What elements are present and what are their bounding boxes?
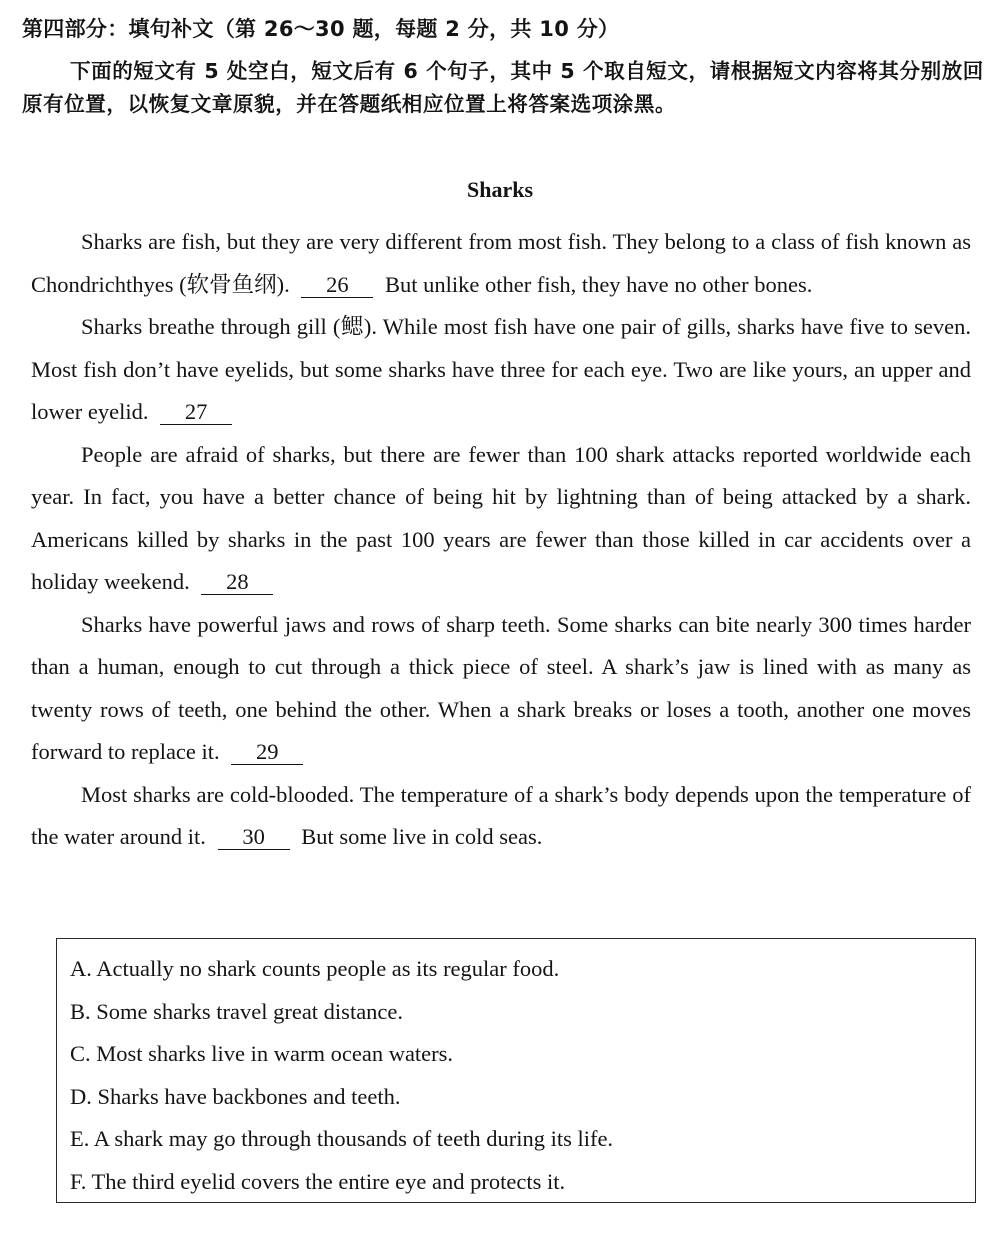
paragraph-text: But some live in cold seas.: [301, 824, 543, 849]
passage-title: Sharks: [466, 177, 534, 202]
option-d: D. Sharks have backbones and teeth.: [70, 1083, 401, 1109]
option-b: B. Some sharks travel great distance.: [70, 998, 404, 1024]
paragraph-text: Most sharks are cold-blooded. The temperature of a shark’s body depends upon the temperature of the water around it.: [31, 781, 971, 849]
section-header: 第四部分：填句补文（第 26～30 题，每题 2 分，共 10 分）: [22, 17, 620, 41]
blank-29: 29: [231, 740, 303, 765]
option-a: A. Actually no shark counts people as its regular food.: [70, 956, 560, 981]
blank-30: 30: [218, 825, 290, 850]
paragraph-text: Sharks have powerful jaws and rows of sharp teeth. Some sharks can bite nearly 300 times harder than a human, enough to cut through a thick piece of steel. A shark’s jaw is lined with as many as twenty rows of teeth, one behind the other. When a shark breaks or loses a tooth, another one moves forward to replace it.: [31, 611, 971, 764]
paragraph-text: But unlike other fish, they have no other bones.: [384, 271, 813, 297]
paragraph-1: [31, 221, 971, 306]
paragraph-text: Sharks breathe through gill (鳃). While most fish have one pair of gills, sharks have five to seven. Most fish don’t have eyelids, but some sharks have three for each eye. Two are like yours, an upper and lower eyelid.: [31, 314, 971, 424]
instructions: 下面的短文有 5 处空白，短文后有 6 个句子，其中 5 个取自短文，请根据短文内容将其分别放回原有位置，以恢复文章原貌，并在答题纸相应位置上将答案选项涂黑。: [22, 59, 984, 116]
options-box: [56, 938, 976, 1203]
paragraph-text: People are afraid of sharks, but there are fewer than 100 shark attacks reported worldwide each year. In fact, you have a better chance of being hit by lightning than of being attacked by a shark. Americans killed by sharks in the past 100 years are fewer than those killed in car accidents over a holiday weekend.: [31, 441, 971, 594]
blank-28: 28: [201, 570, 273, 595]
option-f: F. The third eyelid covers the entire eye and protects it.: [70, 1168, 566, 1194]
option-e: E. A shark may go through thousands of teeth during its life.: [70, 1126, 614, 1151]
paragraph-text: Sharks are fish, but they are very different from most fish. They belong to a class of fish known as Chondrichthyes (软骨鱼纲).: [31, 229, 971, 297]
paragraph-2: [31, 306, 971, 434]
blank-26: 26: [301, 273, 373, 298]
paragraph-4: [31, 604, 971, 774]
option-c: C. Most sharks live in warm ocean waters.: [70, 1041, 454, 1066]
paragraph-5: [31, 774, 971, 859]
blank-27: 27: [160, 400, 232, 425]
paragraph-3: [31, 434, 971, 604]
passage: [31, 221, 971, 859]
